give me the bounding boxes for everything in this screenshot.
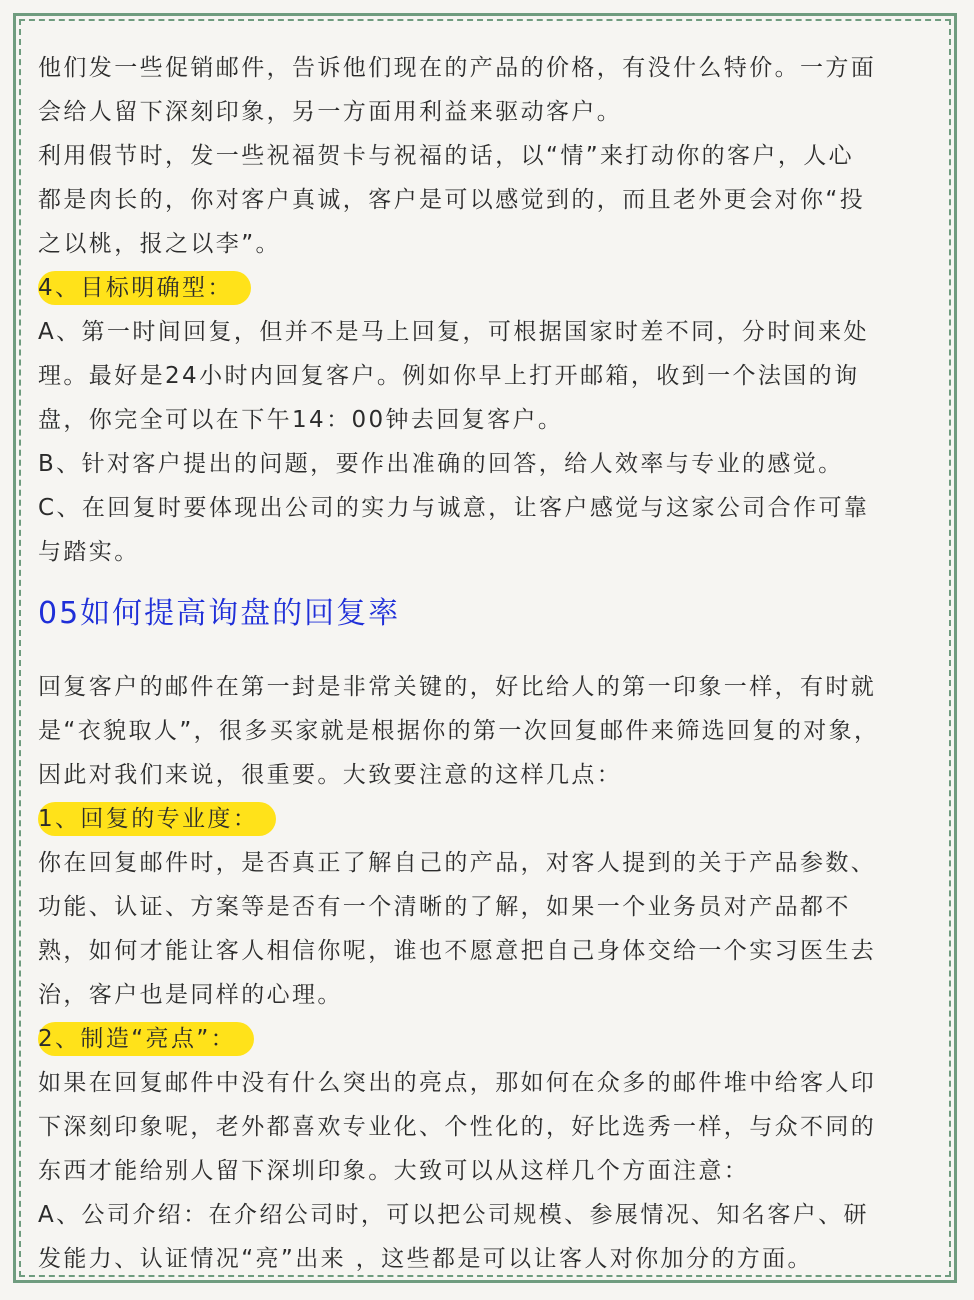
paragraph-line: 治，客户也是同样的心理。 [38,982,343,1008]
subheading-highlights: 2、制造“亮点”： [38,1022,254,1056]
paragraph-line: 理。最好是24小时内回复客户。例如你早上打开邮箱，收到一个法国的询 [38,363,860,389]
subheading-target-oriented: 4、目标明确型： [38,271,251,305]
paragraph-line: 熟，如何才能让客人相信你呢，谁也不愿意把自己身体交给一个实习医生去 [38,938,877,964]
paragraph-line: 都是肉长的，你对客户真诚，客户是可以感觉到的，而且老外更会对你“投 [38,187,866,213]
paragraph-line: 回复客户的邮件在第一封是非常关键的，好比给人的第一印象一样，有时就 [38,674,877,700]
paragraph-line: 盘，你完全可以在下午14：00钟去回复客户。 [38,407,564,433]
paragraph-line: 利用假节时，发一些祝福贺卡与祝福的话，以“情”来打动你的客户，人心 [38,143,855,169]
paragraph-line: C、在回复时要体现出公司的实力与诚意，让客户感觉与这家公司合作可靠 [38,495,870,521]
paragraph-line: 发能力、认证情况“亮”出来 ，这些都是可以让客人对你加分的方面。 [38,1246,813,1272]
section-title: 05如何提高询盘的回复率 [38,596,401,631]
paragraph-line: 之以桃，报之以李”。 [38,231,281,257]
subheading-row [38,797,944,841]
paragraph-line: 你在回复邮件时，是否真正了解自己的产品，对客人提到的关于产品参数、 [38,850,877,876]
paragraph-line: A、第一时间回复，但并不是马上回复，可根据国家时差不同，分时间来处 [38,319,869,345]
subheading-row [38,266,944,310]
paragraph-line: 他们发一些促销邮件，告诉他们现在的产品的价格，有没什么特价。一方面 [38,55,877,81]
paragraph-line: 是“衣貌取人”，很多买家就是根据你的第一次回复邮件来筛选回复的对象， [38,718,880,744]
subheading-row [38,1017,944,1061]
paragraph-line: 与踏实。 [38,539,140,565]
paragraph-line: A、公司介绍：在介绍公司时，可以把公司规模、参展情况、知名客户、研 [38,1202,869,1228]
paragraph-line: 东西才能给别人留下深圳印象。大致可以从这样几个方面注意： [38,1158,750,1184]
paragraph-line: 因此对我们来说，很重要。大致要注意的这样几点： [38,762,623,788]
paragraph-line: 下深刻印象呢，老外都喜欢专业化、个性化的，好比选秀一样，与众不同的 [38,1114,877,1140]
paragraph-line: 功能、认证、方案等是否有一个清晰的了解，如果一个业务员对产品都不 [38,894,851,920]
paragraph-line: B、针对客户提出的问题，要作出准确的回答，给人效率与专业的感觉。 [38,451,844,477]
paragraph-line: 如果在回复邮件中没有什么突出的亮点，那如何在众多的邮件堆中给客人印 [38,1070,877,1096]
paragraph-line: 会给人留下深刻印象，另一方面用利益来驱动客户。 [38,99,623,125]
article-body [38,46,944,1281]
subheading-professionalism: 1、回复的专业度： [38,802,276,836]
